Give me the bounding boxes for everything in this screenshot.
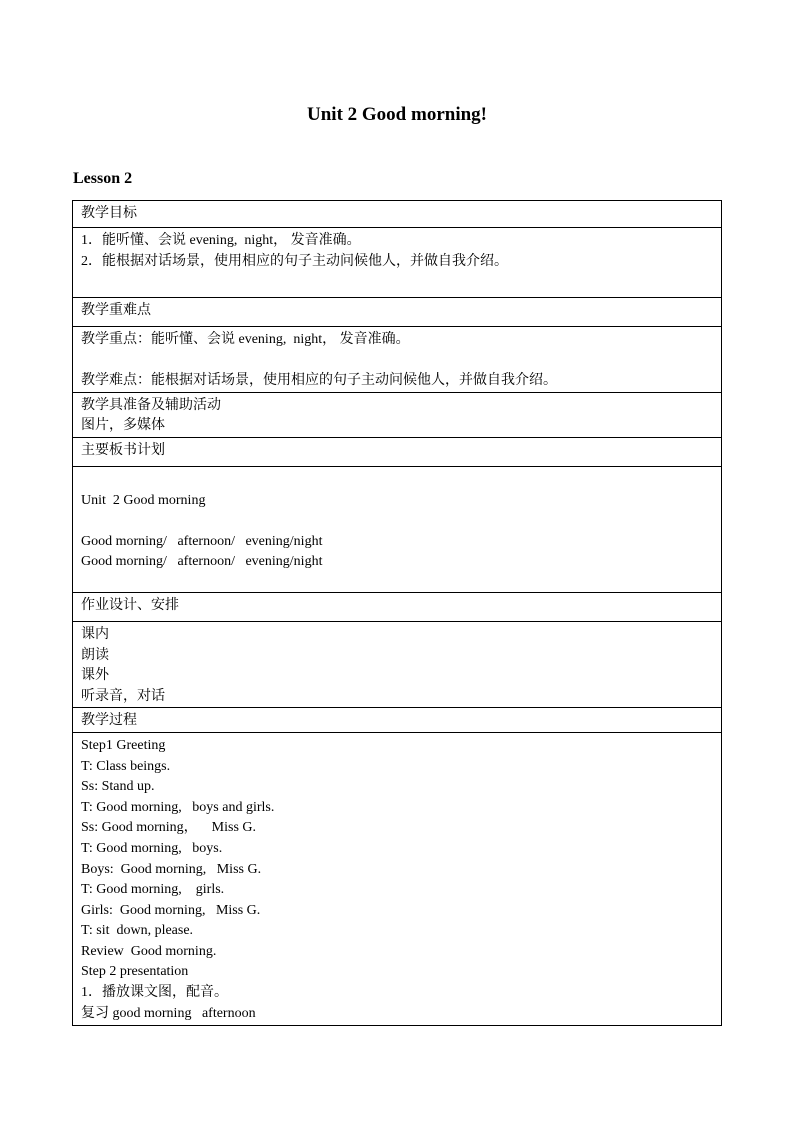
- process-line: T: Good morning, boys.: [81, 840, 223, 856]
- process-line: Step1 Greeting: [81, 737, 166, 753]
- process-line: Ss: Good morning， Miss G.: [81, 820, 257, 836]
- keypoints-header: 教学重难点: [73, 298, 722, 327]
- process-line: 复习 good morning afternoon: [81, 1005, 256, 1021]
- process-line: Ss: Stand up.: [81, 779, 155, 795]
- homework-cell: [73, 621, 722, 707]
- objective-line: 2．能根据对话场景，使用相应的句子主动问候他人，并做自我介绍。: [81, 253, 508, 269]
- board-line: Unit 2 Good morning: [81, 492, 206, 508]
- prep-text: 图片，多媒体: [81, 418, 165, 434]
- process-line: Girls: Good morning, Miss G.: [81, 902, 261, 918]
- process-line: T: sit down, please.: [81, 923, 194, 939]
- homework-header: 作业设计、安排: [73, 592, 722, 621]
- process-line: Boys: Good morning, Miss G.: [81, 861, 262, 877]
- board-line: Good morning/ afternoon/ evening/night: [81, 533, 323, 549]
- homework-line: 课内: [81, 626, 109, 642]
- board-line: [81, 470, 713, 491]
- prep-cell: [73, 392, 722, 437]
- objectives-cell: [73, 228, 722, 298]
- process-line: T: Class beings.: [81, 758, 171, 774]
- process-line: 1．播放课文图，配音。: [81, 985, 228, 1001]
- process-line: T: Good morning, girls.: [81, 882, 225, 898]
- process-line: T: Good morning, boys and girls.: [81, 799, 275, 815]
- board-header: 主要板书计划: [73, 437, 722, 466]
- process-line: Review Good morning.: [81, 943, 217, 959]
- objectives-header: 教学目标: [73, 201, 722, 228]
- board-line: Good morning/ afternoon/ evening/night: [81, 554, 323, 570]
- keypoint-line: 教学难点：能根据对话场景，使用相应的句子主动问候他人，并做自我介绍。: [81, 373, 557, 389]
- lesson-label: Lesson 2: [73, 170, 133, 187]
- keypoints-cell: [73, 327, 722, 393]
- homework-line: 听录音，对话: [81, 688, 165, 704]
- board-cell: [73, 466, 722, 592]
- keypoint-line: 教学重点：能听懂、会说 evening, night， 发音准确。: [81, 332, 410, 347]
- process-cell: [73, 732, 722, 1025]
- homework-line: 朗读: [81, 647, 109, 663]
- board-line: [81, 511, 713, 532]
- prep-header: 教学具准备及辅助活动: [81, 397, 221, 413]
- process-line: Step 2 presentation: [81, 964, 189, 980]
- keypoint-line: [81, 351, 713, 372]
- document-title: Unit 2 Good morning!: [307, 104, 487, 125]
- homework-line: 课外: [81, 668, 109, 684]
- lesson-plan-table: [72, 200, 722, 1026]
- objective-line: 1．能听懂、会说 evening, night， 发音准确。: [81, 233, 361, 248]
- process-header: 教学过程: [73, 708, 722, 733]
